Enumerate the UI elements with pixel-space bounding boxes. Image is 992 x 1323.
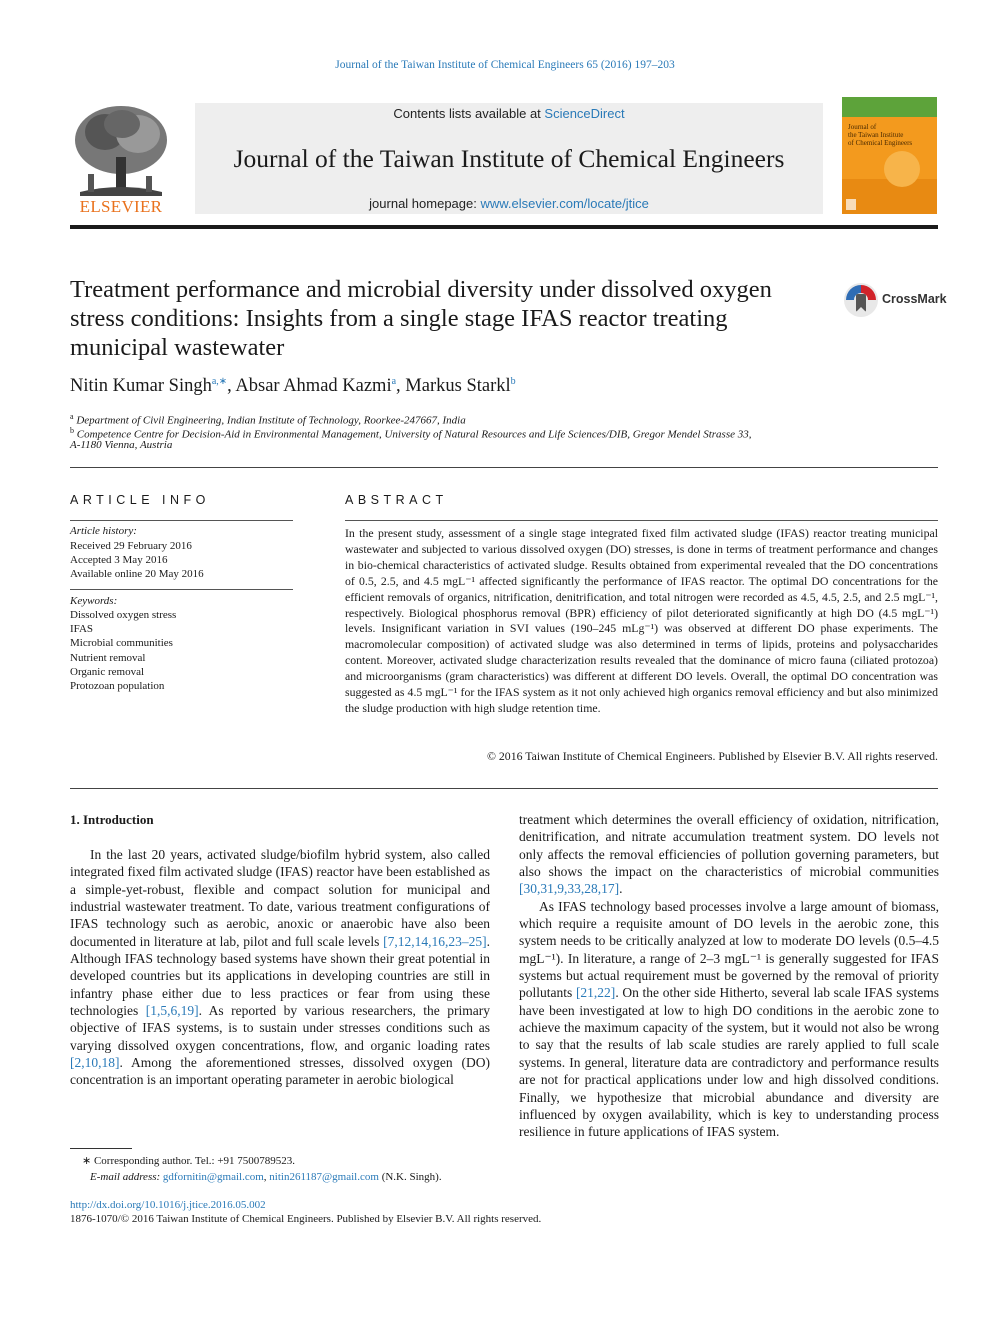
paragraph-text: treatment which determines the overall efficiency of oxidation, nitrification, denitrification, and nitrate accumulation treatment system. DO levels not only affects the removal efficiencies of pollution governing parameters, but also shows the impact on the characteristics of microbial communities	[519, 812, 939, 880]
affiliation-mark: b	[70, 426, 74, 435]
keyword: Dissolved oxygen stress	[70, 609, 177, 621]
history-label: Article history:	[70, 525, 137, 537]
paragraph-text: . As reported by various researchers, the primary objective of IFAS systems, is to sustain under stresses conditions such as varying dissolved oxygen concentrations, flow, and organic loading rates	[70, 1003, 490, 1053]
keyword: Nutrient removal	[70, 652, 146, 664]
section-heading-introduction: 1. Introduction	[70, 812, 154, 827]
paragraph-text: . Among the aforementioned stresses, dissolved oxygen (DO) concentration is an important operating parameter in aerobic biological	[70, 1055, 490, 1088]
cover-title-line-2: the Taiwan Institute	[848, 131, 904, 139]
paragraph-text: . Although IFAS technology based systems have shown their great potential in developed countries but its applications in developing countries are still in infantry phase either due to less practices or fear from using these technologies	[70, 933, 490, 1019]
affiliation-text: Department of Civil Engineering, Indian Institute of Technology, Roorkee-247667, India	[76, 414, 466, 427]
paragraph	[519, 811, 939, 898]
keywords-label: Keywords:	[70, 595, 118, 607]
author-list	[70, 376, 516, 397]
journal-cover-thumbnail	[842, 97, 937, 214]
journal-citation[interactable]: Journal of the Taiwan Institute of Chemical Engineers 65 (2016) 197–203	[335, 59, 675, 71]
keyword: Microbial communities	[70, 637, 173, 649]
elsevier-wordmark: ELSEVIER	[79, 197, 163, 216]
sciencedirect-link[interactable]: ScienceDirect	[544, 106, 625, 121]
author-name[interactable]: Nitin Kumar Singh	[70, 376, 212, 397]
affiliation-text: Competence Centre for Decision-Aid in Environmental Management, University of Natural Resources and Life Sciences/DIB, Gregor Mendel Strasse 33,	[76, 428, 752, 441]
citation-link[interactable]: [30,31,9,33,28,17]	[519, 881, 620, 897]
doi-link[interactable]: http://dx.doi.org/10.1016/j.jtice.2016.05.002	[70, 1199, 266, 1211]
paragraph	[519, 898, 939, 1141]
footnote-email	[90, 1170, 442, 1185]
divider	[70, 589, 293, 590]
email-separator: ,	[263, 1171, 270, 1183]
history-accepted: Accepted 3 May 2016	[70, 554, 168, 566]
crossmark-badge[interactable]	[843, 282, 953, 322]
email-suffix: (N.K. Singh).	[378, 1171, 442, 1183]
email-link[interactable]: nitin261187@gmail.com	[269, 1171, 379, 1183]
citation-link[interactable]: [1,5,6,19]	[145, 1003, 199, 1019]
footnote-rule	[70, 1148, 132, 1149]
header-rule	[70, 225, 938, 229]
author-separator: ,	[396, 376, 406, 397]
article-info-heading: ARTICLE INFO	[70, 493, 210, 507]
divider	[70, 788, 938, 789]
homepage-prefix: journal homepage:	[369, 196, 481, 211]
divider	[70, 467, 938, 468]
divider	[345, 520, 938, 521]
crossmark-label: CrossMark	[882, 292, 947, 306]
contents-prefix: Contents lists available at	[393, 106, 545, 121]
author-name[interactable]: Absar Ahmad Kazmi	[235, 376, 392, 397]
history-received: Received 29 February 2016	[70, 540, 192, 552]
author-superscript[interactable]: a,∗	[211, 376, 228, 387]
journal-title: Journal of the Taiwan Institute of Chemical Engineers	[233, 144, 785, 173]
article-title: Treatment performance and microbial diversity under dissolved oxygen stress conditions: Insights from a single stage IFAS reactor treating municipal wastewater	[70, 276, 772, 361]
author-superscript[interactable]: a	[391, 376, 397, 387]
abstract-heading: ABSTRACT	[345, 493, 448, 507]
email-label: E-mail address:	[90, 1171, 163, 1183]
email-link[interactable]: gdfornitin@gmail.com	[162, 1171, 264, 1183]
paragraph-text: As IFAS technology based processes involve a large amount of biomass, which require a requisite amount of DO levels in the aerobic zone, this system needs to be critically analyzed at low to moderate DO levels (0.5–4.5 mgL⁻¹). In literature, a range of 2–3 mgL⁻¹ is generally suggested for IFAS systems but actual requirement must be governed by the removal of priority pollutants	[519, 898, 939, 1001]
abstract-copyright: © 2016 Taiwan Institute of Chemical Engineers. Published by Elsevier B.V. All rights reserved.	[487, 749, 938, 763]
divider	[70, 520, 293, 521]
homepage-link[interactable]: www.elsevier.com/locate/jtice	[480, 196, 649, 211]
history-online: Available online 20 May 2016	[70, 568, 204, 580]
author-separator: ,	[227, 376, 236, 397]
citation-link[interactable]: [7,12,14,16,23–25]	[383, 933, 487, 949]
paragraph-text: In the last 20 years, activated sludge/biofilm hybrid system, also called integrated fixed film activated sludge (IFAS) reactor have been established as a simple-yet-robust, flexible and compact solution for municipal and industrial wastewater treatment. To date, various treatment configurations of IFAS technology such as aerobic, anoxic or anaerobic have also been documented in literature at lab, pilot and full scale levels	[70, 847, 490, 949]
keyword: IFAS	[70, 623, 94, 635]
body-column-left	[70, 846, 490, 1089]
author-superscript[interactable]: b	[510, 376, 516, 387]
abstract-text: In the present study, assessment of a single stage integrated fixed film activated sludge (IFAS) reactor treating municipal wastewater and subjected to various dissolved oxygen (DO) stresses, is done in terms of treatment performance and changes in bio-chemical characteristics of activated sludge. Results obtained from experimental revealed that the DO concentrations of 0.5, 2.5, and 4.5 mgL⁻¹ affected significantly the performance of IFAS reactor. The optimal DO concentrations for the efficient removals of organics, nitrification, denitrification, and total nitrogen were recorded as 4.5, 4.5, 2.5, and 2.5 mgL⁻¹, respectively. Biological phosphorus removal (BPR) efficiency of pilot deteriorated significantly at high DO (4.5 mgL⁻¹) levels. Insignificant variation in SVI values (190–245 mLg⁻¹) was observed at different DO phase experiments. The macromolecular composition) of activated sludge was also determined in terms of lipids, proteins and polysaccharides content. Moreover, activated sludge characterization results revealed that the dominance of micro fauna (ciliated protozoa) and microorganisms (gram characteristics) was different at different DO levels. Overall, the optimal DO concentration was suggested as 4.5 mgL⁻¹ for the IFAS system as it not only achieved high organics removal efficiency and but also minimized the sludge production with high sludge retention time.	[345, 526, 938, 715]
crossmark-icon	[843, 282, 879, 318]
body-column-right	[519, 811, 939, 1141]
affiliation-b-cont: A-1180 Vienna, Austria	[70, 439, 173, 451]
contents-line	[195, 106, 823, 121]
cover-title-line-1: Journal of	[848, 123, 877, 131]
paragraph	[70, 846, 490, 1089]
affiliation-mark: a	[70, 412, 74, 421]
footnote-corresponding: ∗ Corresponding author. Tel.: +91 7500789523.	[82, 1155, 296, 1167]
author-name[interactable]: Markus Starkl	[405, 376, 511, 397]
issn-copyright: 1876-1070/© 2016 Taiwan Institute of Chemical Engineers. Published by Elsevier B.V. All rights reserved.	[70, 1213, 542, 1225]
paragraph-text: .	[619, 881, 623, 897]
citation-link[interactable]: [21,22]	[575, 985, 616, 1001]
cover-title-line-3: of Chemical Engineers	[848, 139, 913, 147]
citation-link[interactable]: [2,10,18]	[70, 1055, 120, 1071]
keyword: Protozoan population	[70, 680, 165, 692]
paragraph-text: . On the other side Hitherto, several lab scale IFAS systems have been investigated at low to high DO conditions in the aerobic zone to achieve the maximum capacity of the system, but it would not also be wrong to say that the results of lab scale studies are rarely applied to full scale systems. In general, literature data are contradictory and performance results are not for practical applications under low and high dissolved conditions. Finally, we hypothesize that microbial abundance and diversity are influenced by oxygen availability, which is key to understanding process resilience in future applications of IFAS system.	[519, 985, 940, 1140]
homepage-line	[195, 196, 823, 211]
keyword: Organic removal	[70, 666, 145, 678]
